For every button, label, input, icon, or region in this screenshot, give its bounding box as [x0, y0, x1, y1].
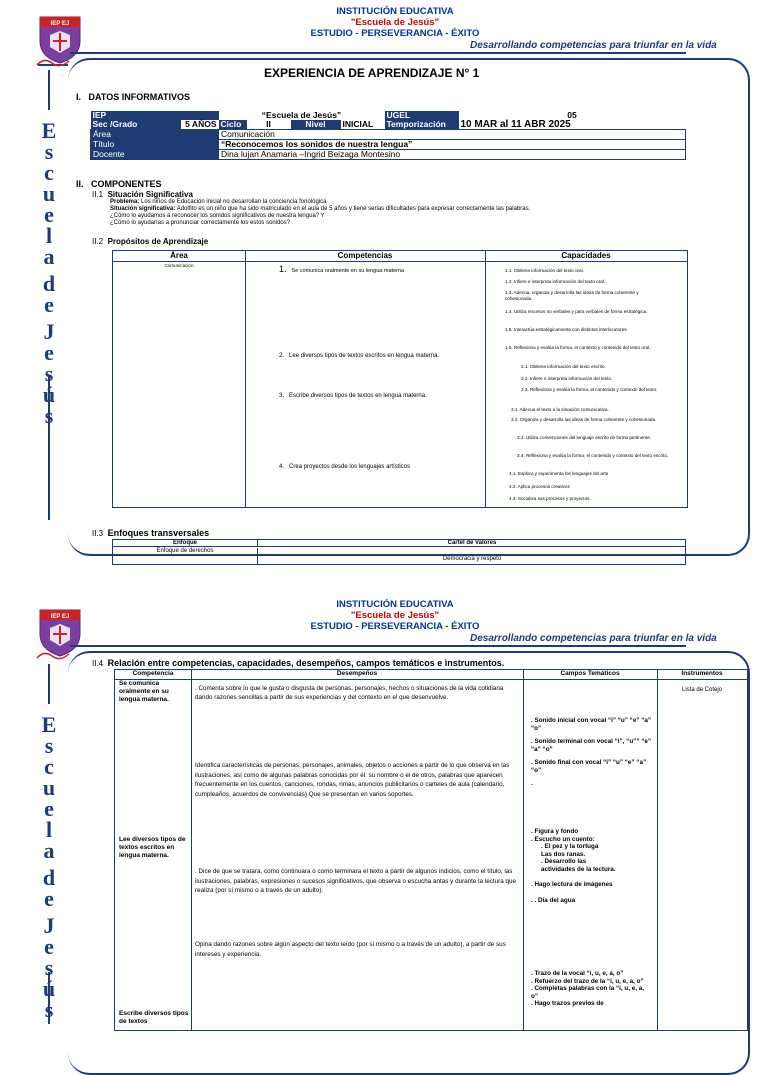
header-rule	[70, 52, 686, 54]
campo-item: . Sonido inicial con vocal “i” “u” “e” “a” “o”	[531, 717, 652, 732]
side-letter: e	[44, 292, 54, 317]
campo-item: . Hago trazos previos de	[531, 1000, 604, 1007]
side-letter: e	[44, 934, 54, 959]
school-name: "Escuela de Jesús"	[350, 17, 440, 28]
campo-item: . Sonido terminal con vocal “i”, “u”” “e” “a” “o”	[531, 738, 652, 753]
side-letter: u	[42, 181, 56, 206]
campo-item: . Completas palabras con la “i, u, e, a, o”	[531, 985, 645, 1000]
page-title: EXPERIENCIA DE APRENDIZAJE N° 1	[264, 66, 480, 80]
tagline: Desarrollando competencias para triunfar en la vida	[470, 633, 717, 644]
situacion-line: Situación significativa: Adolfito es un niño que ha sido matriculado en el aula de 5 años y tiene serias dificultades para expresar correctamente las palabras.	[110, 206, 531, 212]
ciclo-label: Ciclo	[219, 120, 247, 130]
row2-competencia: Lee diversos tipos de textos escritos en lengua materna.	[119, 836, 186, 859]
nivel-value: INICIAL	[342, 119, 374, 129]
campo-item: Las dos ranas.	[541, 850, 586, 858]
relacion-table	[114, 669, 748, 1031]
campo-item: . Refuerzo del trazo de la “i, u, e, a, o”	[531, 977, 644, 985]
docente-label: Docente	[91, 150, 219, 160]
docente-value: Dina lujan Anamaria –Ingrid Beizaga Montesino	[219, 150, 686, 160]
col-divider	[657, 670, 658, 1030]
side-letter: u	[42, 775, 56, 800]
capacidad-2-2: 2.2. Infiere e interpreta información del texto.	[521, 376, 613, 381]
capacidad-4-1: 4.1. Explora y experimenta los lenguajes del arte	[509, 471, 609, 476]
side-letter: e	[44, 796, 54, 821]
side-letter: s	[44, 997, 54, 1022]
capacidad-2-1: 2.1. Obtiene información del texto escrito.	[521, 364, 606, 369]
side-letter: d	[42, 865, 56, 890]
side-word-escuela-de-jesus	[34, 714, 64, 1020]
ii3-heading: II.3 Enfoques transversales	[92, 528, 210, 538]
side-letter: ú	[42, 382, 56, 407]
side-letter: E	[41, 712, 57, 737]
temp-label: Temporización	[385, 120, 459, 130]
area-value: Comunicación	[219, 130, 686, 140]
campo-item: . Figura y fondo	[531, 828, 579, 835]
side-letter: l	[45, 817, 53, 842]
capacidad-3-3: 3.3. Utiliza convenciones del lenguaje escrito de forma pertinente.	[517, 435, 652, 440]
titulo-value: “Reconocemos los sonidos de nuestra lengua”	[219, 140, 686, 150]
side-line-top	[48, 70, 50, 110]
area-cell: Comunicacion	[164, 263, 194, 268]
campos-row1	[531, 717, 653, 788]
row1-desempeno-1: . Comenta sobre lo que le gusta o disgusta de personas, personajes, hechos o situaciones de la vida cotidiana dando razones sencillas a partir de sus experiencias y del contexto en el que desenvuelve.	[195, 685, 504, 701]
capacidad-1-4: 1.4. Utiliza recursos no verbales y para verbales de forma estratégica.	[505, 309, 648, 314]
capacidad-1-1: 1.1. Obtiene información del texto oral.	[505, 268, 584, 273]
ugel-value: 05	[567, 110, 577, 120]
campo-item: . Sonido final con vocal “i” “u” “e” “a” “o”	[531, 759, 647, 774]
ii4-heading: II.4 Relación entre competencias, capacidades, desempeños, campos temáticos e instrumentos.	[92, 658, 505, 668]
purposes-table	[112, 250, 688, 508]
competencia-1: 1. Se comunica oralmente en su lengua materna	[279, 264, 405, 274]
header-desempenos: Desempeños	[336, 670, 378, 677]
col-divider	[523, 670, 524, 1030]
capacidad-1-5: 1.5. Interactúa estratégicamente con distintos interlocutores.	[505, 327, 628, 332]
header-rule	[70, 645, 686, 647]
header-competencias: Competencias	[337, 251, 393, 260]
row1-competencia: Se comunica oralmente en su lengua materna.	[119, 680, 169, 703]
capacidad-2-3: 2.3. Reflexiona y evalúa la forma, el contenido y contexto del texto.	[521, 387, 658, 392]
side-letter: a	[43, 838, 55, 863]
side-letter: s	[44, 403, 54, 428]
header-competencia: Competencia	[132, 670, 174, 677]
capacidad-4-2: 4.2. Aplica procesos creativos	[509, 484, 570, 489]
capacidad-4-3: 4.3. Socializa sus procesos y proyectos.	[509, 496, 591, 501]
valores-header: Cartel de Valores	[257, 540, 686, 547]
side-letter: l	[45, 223, 53, 248]
sec-label: Sec /Grado	[91, 120, 181, 130]
side-letter: e	[44, 202, 54, 227]
enfoques-table	[112, 539, 686, 565]
info-table	[90, 111, 686, 160]
campo-item: .	[531, 780, 533, 787]
section1-heading: I. DATOS INFORMATIVOS	[76, 92, 191, 102]
side-letter: E	[41, 118, 57, 143]
side-letter: s	[44, 361, 54, 386]
school-name: "Escuela de Jesús"	[350, 610, 440, 621]
ii2-heading: II.2 Propósitos de Aprendizaje	[92, 237, 209, 246]
question-1: ¿Cómo lo ayudamos a reconocer los sonidos significativos de nuestra lengua? Y	[110, 213, 325, 219]
campo-item: . Desarrollo las actividades de la lectura.	[541, 858, 616, 873]
temp-value: 10 MAR al 11 ABR 2025	[460, 119, 571, 130]
capacidad-3-1: 3.1. Adecua el texto a la situación comunicativa.	[511, 407, 609, 412]
institution-name: INSTITUCIÓN EDUCATIVA	[336, 599, 454, 610]
competencia-4: 4. Crea proyectos desde los lenguajes artísticos	[279, 464, 411, 470]
problema-line: Problema: Los niños de Educación inicial no desarrollan la conciencia fonológica	[110, 199, 327, 205]
enfoque-value: Enfoque de derechos	[156, 548, 214, 554]
situacion-block	[92, 190, 692, 227]
row1-desempeno-2: Identifica características de personas, personajes, animales, objetos o acciones a partir de lo que observa en las ilustraciones, así como de algunas palabras conocidas por él: su nombre o el de otros, palabras que aparecen frecuentemente en los cuentos, canciones, rondas, rimas, anuncios publicitarios o carteles de aula (calendario, cumpleaños, acuerdos de convivencias) Que se presentan en varios soportes.	[195, 762, 510, 798]
iep-label: IEP	[91, 111, 219, 120]
area-label: Área	[91, 130, 219, 140]
school-motto: ESTUDIO - PERSEVERANCIA - ÉXITO	[310, 621, 480, 632]
header-campos: Campos Temáticos	[560, 670, 620, 677]
header-capacidades: Capacidades	[561, 251, 611, 260]
capacidad-1-2: 1.2. Infiere e interpreta información del texto oral.	[505, 279, 606, 284]
side-letter: s	[44, 139, 54, 164]
crest-text: IEP EJ	[50, 614, 70, 620]
ii1-heading: II.1 Situación Significativa	[92, 190, 193, 199]
institution-name: INSTITUCIÓN EDUCATIVA	[336, 6, 454, 17]
valores-cell	[257, 548, 686, 564]
side-letter: J	[43, 913, 55, 938]
ciclo-value: II	[266, 119, 271, 129]
relacion-header	[115, 670, 747, 680]
school-header	[230, 599, 560, 632]
side-letter: s	[44, 955, 54, 980]
campo-item: . Hago lectura de imágenes	[531, 881, 613, 888]
tagline: Desarrollando competencias para triunfar en la vida	[470, 40, 717, 51]
side-letter: a	[43, 244, 55, 269]
section2-heading: II. COMPONENTES	[76, 179, 162, 189]
ugel-label: UGEL	[385, 111, 459, 120]
capacidad-3-2: 3.2. Organiza y desarrolla las ideas de forma coherente y cohesionada.	[511, 417, 657, 422]
side-letter: e	[44, 886, 54, 911]
side-letter: s	[44, 733, 54, 758]
campo-item: . Trazo de la vocal “i, u, e, a, o”	[531, 970, 624, 977]
school-header	[230, 6, 560, 39]
capacidad-1-3: 1.3. Adecúa, organiza y desarrolla las ideas de forma coherente y cohesionada.	[505, 290, 639, 301]
swirl-ornament	[36, 55, 70, 69]
col-divider	[485, 251, 486, 507]
side-letter: c	[44, 754, 54, 779]
campo-item: . Escucho un cuento:	[531, 835, 595, 843]
campo-item: . El pez y la tortuga	[541, 843, 599, 850]
row2-desempeno-2: Opina dando razones sobre algún aspecto del texto leído (por sí mismo o a través de un adulto), a partir de sus intereses y experiencia.	[195, 941, 506, 958]
side-letter: ú	[42, 976, 56, 1001]
capacidad-1-6: 1.6. Reflexiona y evalúa la forma, el contexto y contenido del texto oral.	[505, 345, 651, 350]
campos-row2	[531, 828, 653, 904]
col-divider	[245, 251, 246, 507]
capacidad-3-4: 3.4. Reflexiona y evalúa la forma, el contenido y contexto del texto escrito.	[517, 453, 669, 458]
competencia-3: 3. Escribe diversos tipos de textos en lengua materna.	[279, 393, 427, 399]
row3-competencia: Escribe diversos tipos de textos	[119, 1010, 189, 1025]
side-letter: J	[43, 319, 55, 344]
crest-text: IEP EJ	[50, 21, 70, 27]
header-instrumentos: Instrumentos	[681, 670, 723, 677]
row2-desempeno-1: . Dice de que se tratara, como continuara o como terminara el texto a partir de algunos indicios, como el título, las ilustraciones, palabras, expresiones o sucesos significativos, que observa o escucha antas y durante la lectura que realiza (por sí mismo o a través de un adulto).	[195, 868, 516, 894]
swirl-ornament	[36, 648, 70, 662]
side-line-top	[48, 664, 50, 704]
question-2: ¿Cómo lo ayudarías a pronunciar correctamente los estos sonidos?	[110, 220, 291, 226]
school-motto: ESTUDIO - PERSEVERANCIA - ÉXITO	[310, 28, 480, 39]
side-letter: c	[44, 160, 54, 185]
campos-row3	[531, 970, 645, 1008]
side-letter: d	[42, 271, 56, 296]
col-divider	[191, 670, 192, 1030]
nivel-label: Nivel	[291, 120, 341, 130]
enfoque-header: Enfoque	[113, 540, 257, 547]
sec-value: 5 AÑOS	[185, 119, 217, 129]
instrumento-lista-cotejo: Lista de Cotejo	[681, 687, 723, 693]
purposes-header	[113, 251, 687, 262]
valores-value: Democracia y respeto	[442, 556, 502, 562]
iep-value: “Escuela de Jesús”	[261, 110, 342, 120]
titulo-label: Título	[91, 140, 219, 150]
header-area: Área	[170, 251, 188, 260]
competencia-2: 2. Lee diversos tipos de textos escritos en lengua materna.	[279, 353, 440, 359]
side-letter: e	[44, 340, 54, 365]
campo-item: . . Día del agua	[531, 896, 576, 904]
side-word-escuela-de-jesus	[34, 120, 64, 426]
